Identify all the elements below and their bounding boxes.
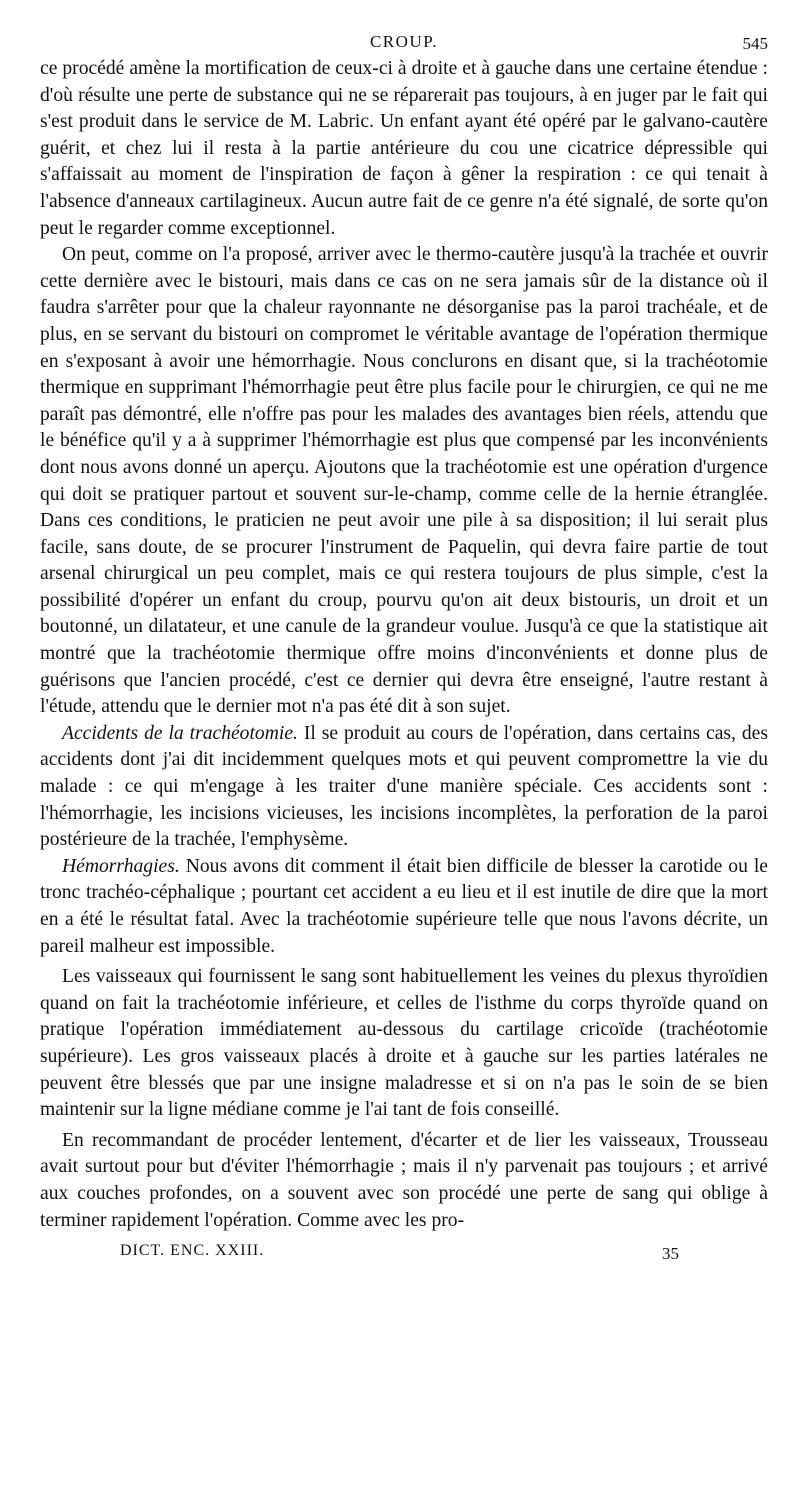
paragraph: [40, 242, 768, 721]
paragraph: [40, 964, 768, 1124]
sheet-number: 35: [662, 1244, 679, 1264]
paragraph-text: ce procédé amène la mortification de ceux-ci à droite et à gauche dans une certaine étendue : d'où résulte une perte de substance qui ne se réparerait pas toujours, à en juger par le fait qui s'est produit dans le service de M. Labric. Un enfant ayant été opéré par le galvano-cautère guérit, et chez lui il resta à la partie antérieure du cou une cicatrice dépressible qui s'affaissait au moment de l'inspiration de façon à gêner la respiration : ce qui tenait à l'absence d'anneaux cartilagineux. Aucun autre fait de ce genre n'a été signalé, de sorte qu'on peut le regarder comme exceptionnel.: [40, 58, 768, 239]
body-text: [40, 56, 768, 1234]
paragraph: [40, 1128, 768, 1234]
page-footer: [40, 1238, 768, 1278]
document-page: [40, 0, 768, 1278]
page-header: [40, 0, 768, 56]
section-heading: Hémorrhagies.: [62, 855, 180, 877]
paragraph-text: En recommandant de procéder lentement, d'écarter et de lier les vaisseaux, Trousseau avait surtout pour but d'éviter l'hémorrhagie ; mais il n'y parvenait pas toujours ; et arrivé aux couches profondes, on a souvent avec son procédé une perte de sang qui oblige à terminer rapidement l'opération. Comme avec les pro-: [40, 1129, 768, 1231]
page-number: 545: [742, 34, 768, 53]
paragraph-text: On peut, comme on l'a proposé, arriver avec le thermo-cautère jusqu'à la trachée et ouvrir cette dernière avec le bistouri, mais dans ce cas on ne sera jamais sûr de la distance où il faudra s'arrêter pour que la chaleur rayonnante ne désorganise pas la paroi trachéale, et de plus, en se servant du bistouri on compromet le véritable avantage de l'opération thermique en s'exposant à avoir une hémorrhagie. Nous conclurons en disant que, si la trachéotomie thermique en supprimant l'hémorrhagie peut être plus facile pour le chirurgien, ce qui ne me paraît pas démontré, elle n'offre pas pour les malades des avantages bien réels, attendu que le bénéfice qu'il y a à supprimer l'hémorrhagie est plus que compensé par les inconvénients dont nous avons donné un aperçu. Ajoutons que la trachéotomie est une opération d'urgence qui doit se pratiquer partout et souvent sur-le-champ, comme celle de la hernie étranglée. Dans ces conditions, le praticien ne peut avoir une pile à sa disposition; il lui serait plus facile, sans doute, de se procurer l'instrument de Paquelin, qui devra faire partie de tout arsenal chirurgical un peu complet, mais ce qui restera toujours de plus simple, c'est la possibilité d'opérer un enfant du croup, pourvu qu'on ait deux bistouris, un droit et un boutonné, un dilatateur, et une canule de la grandeur voulue. Jusqu'à ce que la statistique ait montré que la trachéotomie thermique offre moins d'inconvénients et donne plus de guérisons que l'ancien procédé, c'est ce dernier qui devra être enseigné, l'autre restant à l'étude, attendu que le dernier mot n'a pas été dit à son sujet.: [40, 244, 768, 718]
paragraph-text: Nous avons dit comment il était bien difficile de blesser la carotide ou le tronc trachéo-céphalique ; pourtant cet accident a eu lieu et il est inutile de dire que la mort en a été le résultat fatal. Avec la trachéotomie supérieure telle que nous l'avons décrite, un pareil malheur est impossible.: [40, 855, 768, 957]
running-head: CROUP.: [369, 32, 439, 51]
paragraph: [40, 56, 768, 242]
printer-signature: DICT. ENC. XXIII.: [120, 1242, 265, 1260]
paragraph-text: Les vaisseaux qui fournissent le sang sont habituellement les veines du plexus thyroïdien quand on fait la trachéotomie inférieure, et celles de l'isthme du corps thyroïde quand on pratique l'opération immédiatement au-dessous du cartilage cricoïde (trachéotomie supérieure). Les gros vaisseaux placés à droite et à gauche sur les parties latérales ne peuvent être blessés que par une insigne maladresse et si on n'a pas le soin de se bien maintenir sur la ligne médiane comme je l'ai tant de fois conseillé.: [40, 966, 768, 1121]
paragraph: [40, 854, 768, 960]
paragraph: [40, 721, 768, 854]
paragraph-text: Il se produit au cours de l'opération, dans certains cas, des accidents dont j'ai dit incidemment quelques mots et qui peuvent compromettre la vie du malade : ce qui m'engage à les traiter d'une manière spéciale. Ces accidents sont : l'hémorrhagie, les incisions vicieuses, les incisions incomplètes, la perforation de la paroi postérieure de la trachée, l'emphysème.: [40, 722, 768, 851]
section-heading: Accidents de la trachéotomie.: [62, 722, 298, 744]
